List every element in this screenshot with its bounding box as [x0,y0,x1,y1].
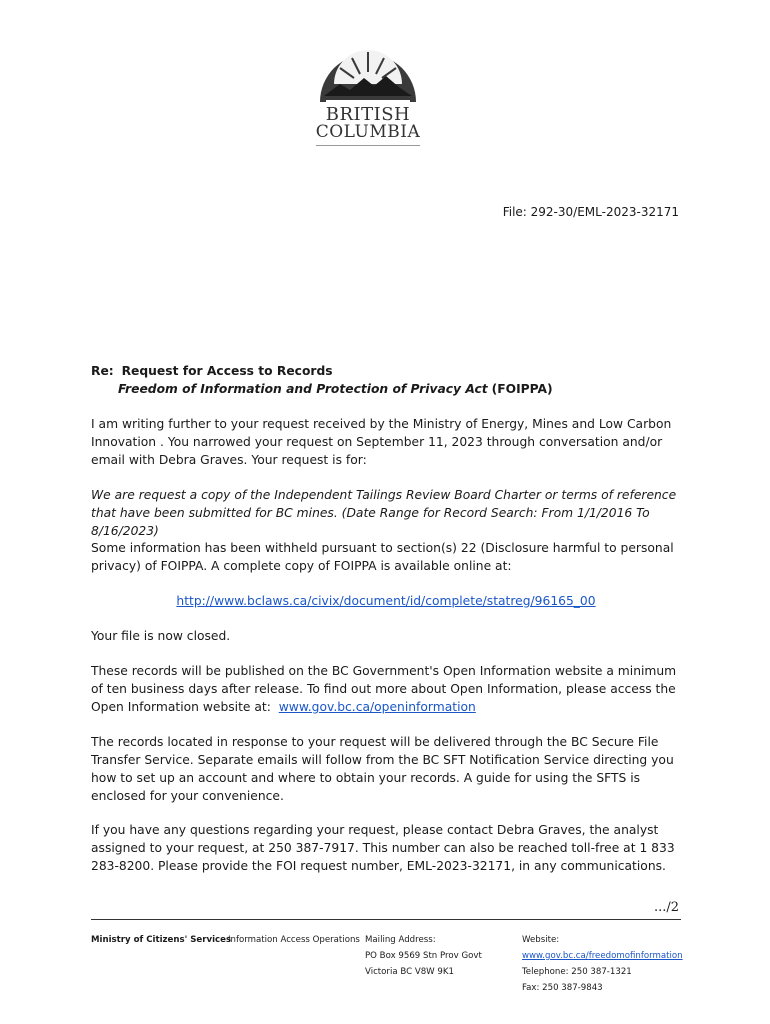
paragraph-request-text: We are request a copy of the Independent Tailings Review Board Charter or terms of reference that have been submitted for BC mines. (Date Range for Record Search: From 1/1/2016 To 8/16/2023) [91,488,677,538]
footer-telephone: Telephone: 250 387-1321 [522,967,632,977]
footer-mailing-label: Mailing Address: [365,935,436,945]
footer-ministry: Ministry of Citizens' Services [91,935,232,945]
footer-mailing-line1: PO Box 9569 Stn Prov Govt [365,951,482,961]
paragraph-contact: If you have any questions regarding your request, please contact Debra Graves, the analyst assigned to your request, at 250 387-7917. This number can also be reached toll-free at 1 833 283-8200. Please provide the FOI request number, EML-2023-32171, in any communications. [91,823,675,873]
page-number: .../2 [653,900,679,915]
foippa-link-row [91,592,681,610]
footer-contact [522,932,683,996]
open-information-text: These records will be published on the BC Government's Open Information website a minimum of ten business days after release. To find out more about Open Information, please access the Open Information website at: [91,664,677,714]
footer-mailing-address [365,932,482,980]
bc-logo-emblem-icon [312,44,424,106]
footer-divider [91,919,681,920]
re-act-title: Freedom of Information and Protection of Privacy Act [118,382,488,396]
paragraph-sfts: The records located in response to your request will be delivered through the BC Secure File Transfer Service. Separate emails will follow from the BC SFT Notification Service directing you how to set up an account and where to obtain your records. A guide for using the SFTS is enclosed for your convenience. [91,735,674,803]
bc-logo [312,44,424,148]
file-reference: File: 292-30/EML-2023-32171 [502,205,679,219]
paragraph-file-closed: Your file is now closed. [91,629,231,643]
footer-branch: Information Access Operations [228,935,360,945]
logo-line-columbia: COLUMBIA [315,122,421,142]
re-subject: Request for Access to Records [121,364,333,378]
paragraph-open-information [91,662,681,716]
footer-mailing-line2: Victoria BC V8W 9K1 [365,967,454,977]
footer-fax: Fax: 250 387-9843 [522,983,603,993]
open-information-link[interactable]: www.gov.bc.ca/openinformation [278,700,476,714]
logo-line-british: BRITISH [325,104,411,125]
logo-underline [316,145,420,146]
paragraph-withheld: Some information has been withheld pursuant to section(s) 22 (Disclosure harmful to personal privacy) of FOIPPA. A complete copy of FOIPPA is available online at: [91,541,674,573]
footer-website-link[interactable]: www.gov.bc.ca/freedomofinformation [522,951,683,961]
foippa-link[interactable]: http://www.bclaws.ca/civix/document/id/complete/statreg/96165_00 [176,594,596,608]
re-act-abbrev: (FOIPPA) [491,382,553,396]
footer-website-label: Website: [522,935,560,945]
re-block [91,362,681,398]
re-label: Re: [91,364,114,378]
paragraph-intro: I am writing further to your request received by the Ministry of Energy, Mines and Low Carbon Innovation . You narrowed your request on September 11, 2023 through conversation and/or email with Debra Graves. Your request is for: [91,417,672,467]
